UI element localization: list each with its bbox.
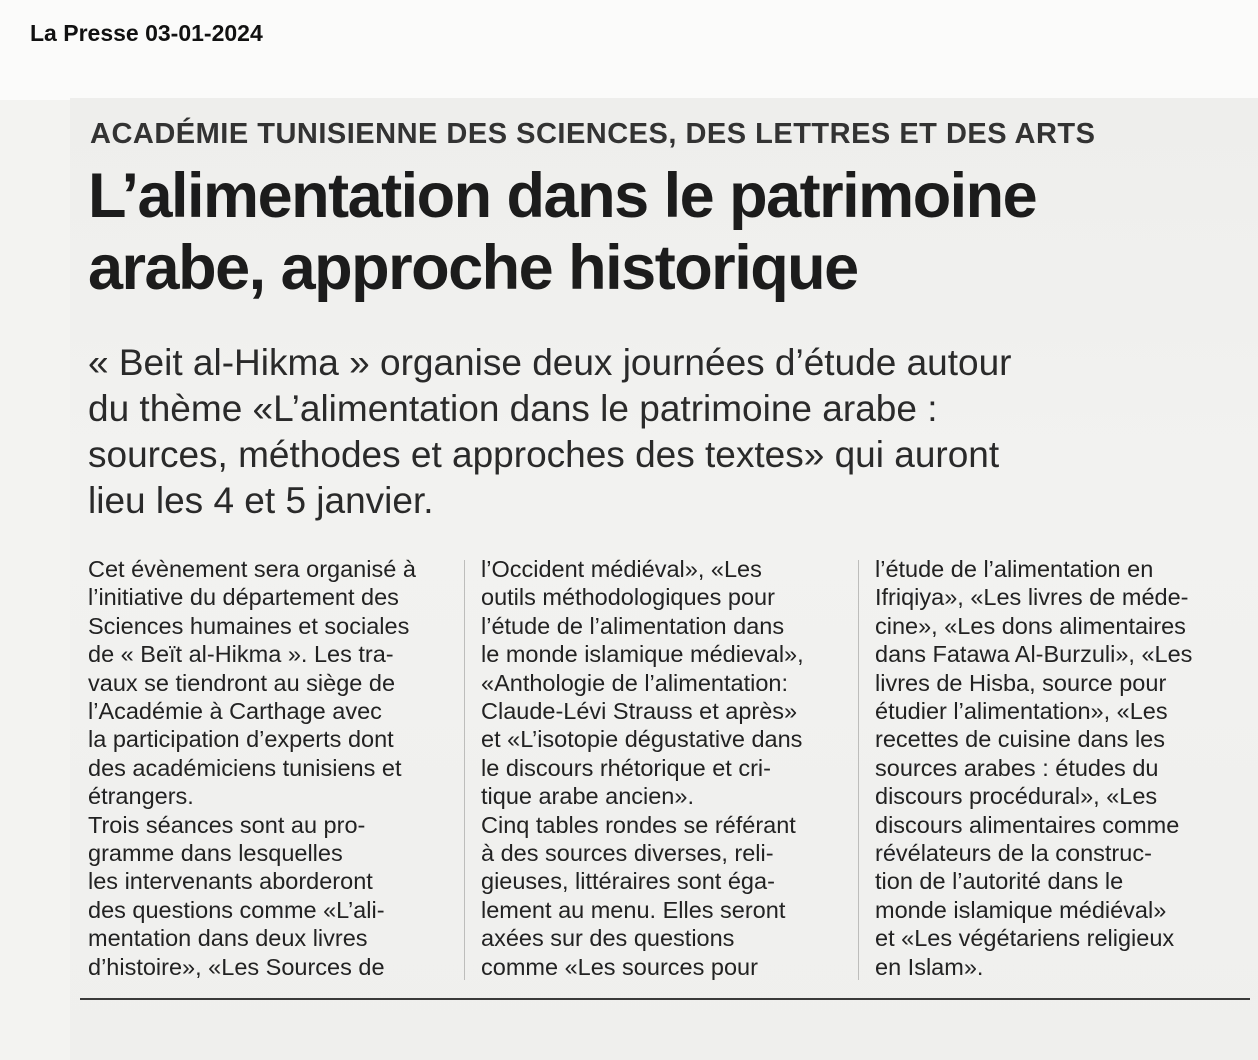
body-line: gieuses, littéraires sont éga- bbox=[481, 868, 775, 895]
lead-line: sources, méthodes et approches des textes» qui auront bbox=[88, 434, 1000, 475]
headline-line: arabe, approche historique bbox=[88, 233, 858, 303]
body-line: lement au menu. Elles seront bbox=[481, 896, 786, 923]
body-line: Sciences humaines et sociales bbox=[88, 612, 410, 639]
body-line: l’initiative du département des bbox=[88, 584, 399, 611]
body-line: «Anthologie de l’alimentation: bbox=[481, 669, 789, 696]
body-line: axées sur des questions bbox=[481, 925, 735, 952]
body-line: Cinq tables rondes se référant bbox=[481, 811, 796, 838]
body-line: d’histoire», «Les Sources de bbox=[88, 953, 385, 980]
scan-header-strip bbox=[0, 0, 1258, 100]
source-date-label: La Presse 03-01-2024 bbox=[30, 20, 263, 46]
body-line: le monde islamique médieval», bbox=[481, 641, 804, 668]
body-line: Trois séances sont au pro- bbox=[88, 811, 366, 838]
body-line: et «L’isotopie dégustative dans bbox=[481, 726, 803, 753]
body-column-1 bbox=[88, 555, 453, 981]
article-lead bbox=[88, 340, 1238, 524]
body-column-2 bbox=[481, 555, 846, 981]
body-line: cine», «Les dons alimentaires bbox=[875, 612, 1186, 639]
headline-line: L’alimentation dans le patrimoine bbox=[88, 161, 1037, 231]
lead-line: « Beit al-Hikma » organise deux journées d’étude autour bbox=[88, 342, 1012, 383]
body-line: sources arabes : études du bbox=[875, 754, 1159, 781]
body-line: révélateurs de la construc- bbox=[875, 840, 1152, 867]
body-line: vaux se tiendront au siège de bbox=[88, 669, 396, 696]
body-line: de « Beït al-Hikma ». Les tra- bbox=[88, 641, 394, 668]
body-line: monde islamique médiéval» bbox=[875, 896, 1167, 923]
body-line: des questions comme «L’ali- bbox=[88, 896, 385, 923]
column-divider bbox=[858, 560, 859, 980]
lead-line: du thème «L’alimentation dans le patrimoine arabe : bbox=[88, 388, 938, 429]
body-line: l’Occident médiéval», «Les bbox=[481, 556, 762, 582]
body-line: les intervenants aborderont bbox=[88, 868, 373, 895]
body-line: mentation dans deux livres bbox=[88, 925, 368, 952]
body-line: l’étude de l’alimentation en bbox=[875, 556, 1154, 582]
body-column-3 bbox=[875, 555, 1240, 981]
body-line: discours procédural», «Les bbox=[875, 783, 1158, 810]
body-line: livres de Hisba, source pour bbox=[875, 669, 1167, 696]
body-line: en Islam». bbox=[875, 953, 984, 980]
body-line: dans Fatawa Al-Burzuli», «Les bbox=[875, 641, 1193, 668]
body-line: l’étude de l’alimentation dans bbox=[481, 612, 785, 639]
column-divider bbox=[464, 560, 465, 980]
body-line: le discours rhétorique et cri- bbox=[481, 754, 771, 781]
article-headline bbox=[88, 160, 1208, 304]
body-line: outils méthodologiques pour bbox=[481, 584, 775, 611]
body-line: tique arabe ancien». bbox=[481, 783, 694, 810]
body-line: gramme dans lesquelles bbox=[88, 840, 343, 867]
body-line: recettes de cuisine dans les bbox=[875, 726, 1165, 753]
body-line: l’Académie à Carthage avec bbox=[88, 698, 382, 725]
body-line: Cet évènement sera organisé à bbox=[88, 556, 416, 582]
body-line: étudier l’alimentation», «Les bbox=[875, 698, 1168, 725]
body-line: étrangers. bbox=[88, 783, 194, 810]
body-line: et «Les végétariens religieux bbox=[875, 925, 1175, 952]
body-line: des académiciens tunisiens et bbox=[88, 754, 402, 781]
body-line: la participation d’experts dont bbox=[88, 726, 394, 753]
body-line: à des sources diverses, reli- bbox=[481, 840, 774, 867]
article-kicker: ACADÉMIE TUNISIENNE DES SCIENCES, DES LETTRES ET DES ARTS bbox=[90, 118, 1096, 150]
body-line: discours alimentaires comme bbox=[875, 811, 1180, 838]
body-line: comme «Les sources pour bbox=[481, 953, 758, 980]
lead-line: lieu les 4 et 5 janvier. bbox=[88, 480, 434, 521]
body-line: tion de l’autorité dans le bbox=[875, 868, 1124, 895]
body-line: Ifriqiya», «Les livres de méde- bbox=[875, 584, 1189, 611]
body-line: Claude-Lévi Strauss et après» bbox=[481, 698, 798, 725]
bottom-rule bbox=[80, 998, 1250, 1000]
